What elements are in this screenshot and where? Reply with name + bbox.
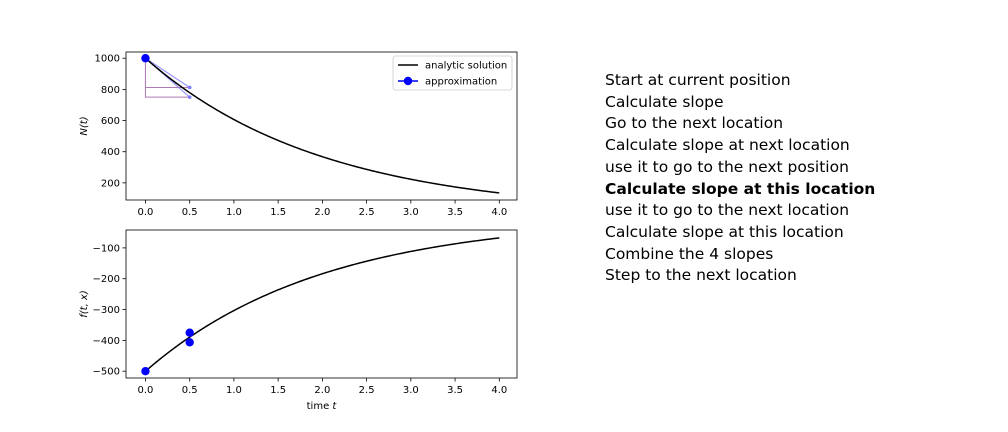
y-axis-label: f(t, x) bbox=[79, 290, 90, 318]
x-tick-label: 2.0 bbox=[314, 207, 331, 218]
legend bbox=[393, 56, 512, 90]
x-tick-label: 0.0 bbox=[137, 385, 154, 396]
step-item: Go to the next location bbox=[605, 114, 784, 133]
x-tick-label: 2.5 bbox=[358, 207, 375, 218]
x-axis-label: time t bbox=[306, 401, 337, 412]
y-tick-label: −100 bbox=[92, 243, 120, 255]
x-tick-label: 3.0 bbox=[402, 207, 419, 218]
x-tick-label: 1.5 bbox=[270, 207, 287, 218]
approximation-point bbox=[141, 54, 149, 62]
rk4-step-list bbox=[605, 70, 875, 287]
step-item: use it to go to the next location bbox=[605, 201, 850, 220]
step-item: Step to the next location bbox=[605, 266, 797, 285]
approximation-point bbox=[185, 338, 193, 346]
step-item: Calculate slope at this location bbox=[605, 222, 844, 241]
step-item: Start at current position bbox=[605, 71, 791, 89]
step-item: use it to go to the next position bbox=[605, 157, 849, 176]
x-tick-label: 1.5 bbox=[270, 385, 287, 396]
x-tick-label: 2.5 bbox=[358, 385, 375, 396]
x-tick-label: 1.0 bbox=[225, 207, 242, 218]
legend-label: analytic solution bbox=[425, 60, 508, 72]
y-tick-label: 1000 bbox=[94, 53, 120, 65]
x-tick-label: 2.0 bbox=[314, 385, 331, 396]
y-tick-label: −300 bbox=[92, 305, 120, 317]
step-item: Combine the 4 slopes bbox=[605, 244, 774, 263]
y-tick-label: −400 bbox=[92, 335, 120, 347]
y-tick-label: 200 bbox=[100, 178, 120, 190]
legend-label: approximation bbox=[425, 76, 498, 88]
slope-guide-endpoint bbox=[188, 95, 192, 99]
x-tick-label: 4.0 bbox=[491, 385, 508, 396]
legend-marker bbox=[404, 77, 412, 85]
y-axis-label: N(t) bbox=[79, 116, 90, 136]
y-tick-label: 800 bbox=[100, 84, 120, 96]
x-tick-label: 0.5 bbox=[181, 207, 198, 218]
y-tick-label: 600 bbox=[100, 116, 120, 128]
approximation-point bbox=[185, 328, 193, 336]
x-tick-label: 0.0 bbox=[137, 207, 154, 218]
slope-guide-endpoint bbox=[188, 86, 192, 90]
step-item: Calculate slope at this location bbox=[605, 179, 876, 198]
approximation-point bbox=[141, 367, 149, 375]
x-tick-label: 4.0 bbox=[491, 207, 508, 218]
y-tick-label: −200 bbox=[92, 274, 120, 286]
x-tick-label: 1.0 bbox=[225, 385, 242, 396]
step-item: Calculate slope bbox=[605, 92, 724, 111]
step-item: Calculate slope at next location bbox=[605, 136, 850, 155]
x-tick-label: 0.5 bbox=[181, 385, 198, 396]
y-tick-label: 400 bbox=[100, 147, 120, 159]
y-tick-label: −500 bbox=[92, 366, 120, 378]
x-tick-label: 3.5 bbox=[447, 385, 464, 396]
x-tick-label: 3.5 bbox=[447, 207, 464, 218]
x-tick-label: 3.0 bbox=[402, 385, 419, 396]
